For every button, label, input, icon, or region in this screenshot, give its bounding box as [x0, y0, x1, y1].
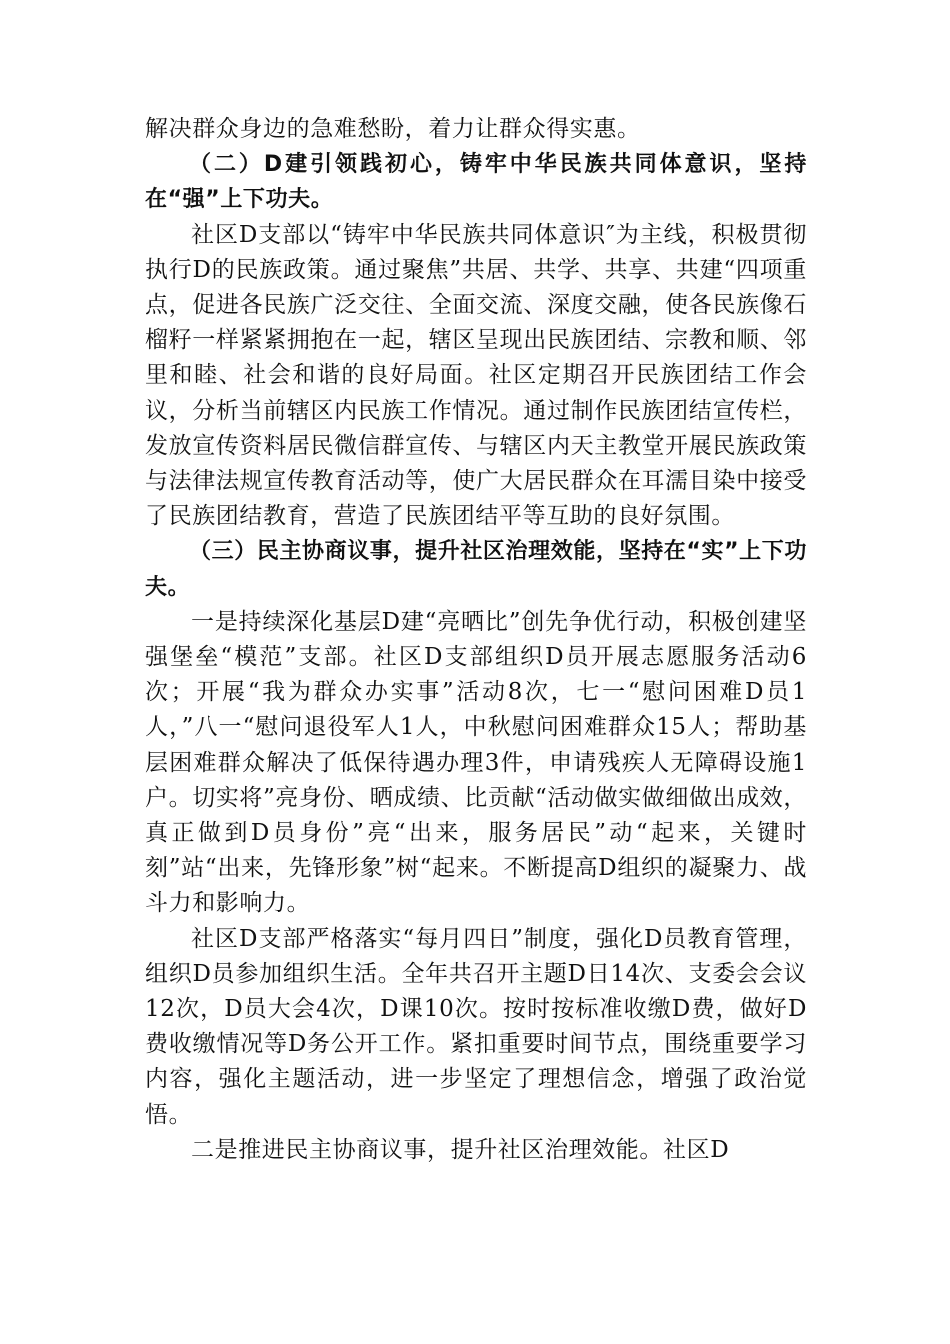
document-page	[145, 112, 807, 1168]
section-heading-three: （三）民主协商议事，提升社区治理效能，坚持在“实”上下功夫。	[145, 539, 807, 600]
paragraph-continuation: 解决群众身边的急难愁盼，着力让群众得实惠。	[145, 116, 641, 142]
paragraph-grassroots-building: 一是持续深化基层D建“亮晒比”创先争优行动，积极创建坚强堡垒“模范”支部。社区D支部组织D员开展志愿服务活动6次；开展“我为群众办实事”活动8次，七一“慰问困难D员1人，”八一“慰问退役军人1人，中秋慰问困难群众15人；帮助基层困难群众解决了低保待遇办理3件，申请残疾人无障碍设施1户。切实将”亮身份、晒成绩、比贡献“活动做实做细做出成效，真正做到D员身份”亮“出来，服务居民”动“起来，关键时刻”站“出来，先锋形象”树“起来。不断提高D组织的凝聚力、战斗力和影响力。	[145, 608, 807, 917]
section-heading-two: （二）D建引领践初心，铸牢中华民族共同体意识，坚持在“强”上下功夫。	[145, 152, 807, 213]
paragraph-ethnic-unity: 社区D支部以“铸牢中华民族共同体意识″为主线，积极贯彻执行D的民族政策。通过聚焦”共居、共学、共享、共建“四项重点，促进各民族广泛交往、全面交流、深度交融，使各民族像石榴籽一样紧紧拥抱在一起，辖区呈现出民族团结、宗教和顺、邻里和睦、社会和谐的良好局面。社区定期召开民族团结工作会议，分析当前辖区内民族工作情况。通过制作民族团结宣传栏，发放宣传资料居民微信群宣传、与辖区内天主教堂开展民族政策与法律法规宣传教育活动等，使广大居民群众在耳濡目染中接受了民族团结教育，营造了民族团结平等互助的良好氛围。	[145, 221, 807, 530]
paragraph-party-branch-system: 社区D支部严格落实“每月四日”制度，强化D员教育管理，组织D员参加组织生活。全年共召开主题D日14次、支委会会议12次，D员大会4次，D课10次。按时按标准收缴D费，做好D费收缴情况等D务公开工作。紧扣重要时间节点，围绕重要学习内容，强化主题活动，进一步坚定了理想信念，增强了政治觉悟。	[145, 925, 807, 1128]
paragraph-democratic-consultation: 二是推进民主协商议事，提升社区治理效能。社区D	[191, 1136, 730, 1163]
